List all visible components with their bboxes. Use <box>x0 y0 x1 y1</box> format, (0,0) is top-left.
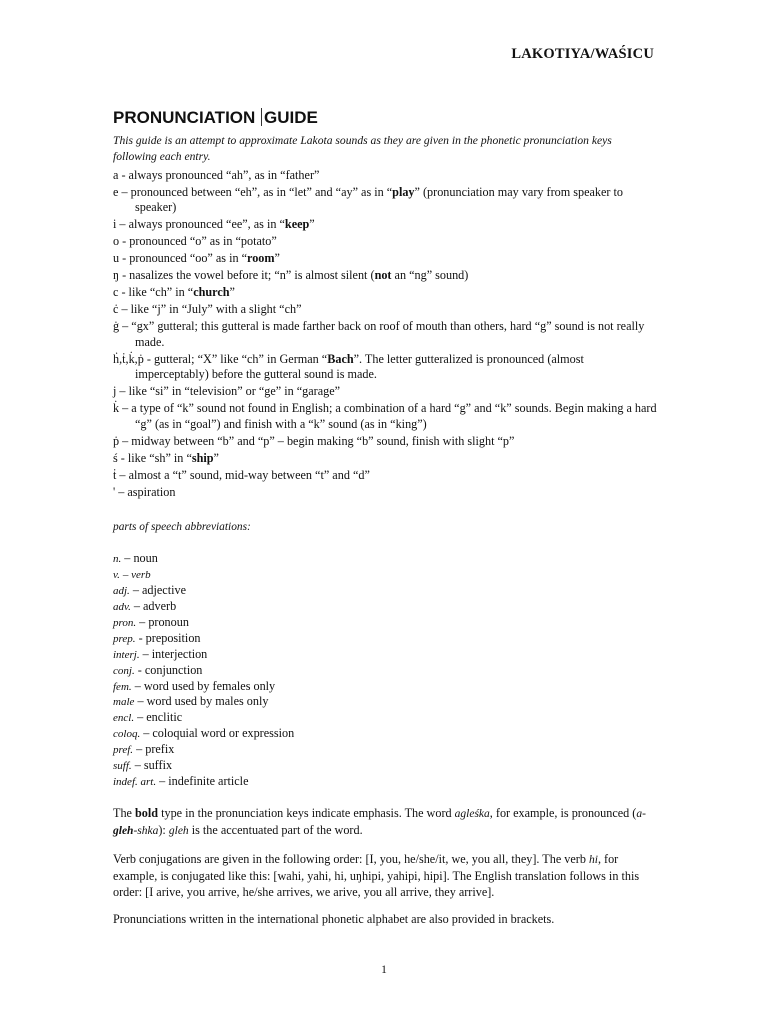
abbreviation-row <box>113 599 294 615</box>
abbreviation: prep. <box>113 632 136 645</box>
item-text: ṗ – midway between “b” and “p” – begin making “b” sound, finish with slight “p” <box>113 433 515 448</box>
abbreviation: adv. <box>113 600 131 613</box>
abbreviation-meaning: – enclitic <box>137 710 183 725</box>
abbreviation-meaning: – prefix <box>136 742 175 757</box>
pronunciation-item <box>113 302 658 317</box>
abbreviations-list <box>113 551 294 790</box>
p1-accent-part: gleh <box>168 825 189 837</box>
item-text: ċ – like “j” in “July” with a slight “ch” <box>113 302 302 317</box>
abbreviation: fem. <box>113 680 132 693</box>
p1-text-a: The <box>113 806 135 820</box>
abbreviation-meaning: – verb <box>122 568 151 581</box>
item-text-tail: ” <box>309 217 315 232</box>
pronunciation-item <box>113 234 658 249</box>
item-bold-word: keep <box>284 217 310 232</box>
abbreviation-meaning: – indefinite article <box>159 774 249 789</box>
abbreviation-row <box>113 758 294 774</box>
p1-text-b: type in the pronunciation keys indicate emphasis. The word <box>158 806 455 820</box>
abbreviation-meaning: – adjective <box>132 582 186 597</box>
item-text: ġ – “gx” gutteral; this gutteral is made farther back on roof of mouth than others, hard “g” sound is not really made. <box>113 319 645 349</box>
abbreviation-meaning: – pronoun <box>139 614 189 629</box>
p1-text-d: ): <box>158 823 169 837</box>
abbreviation-row <box>113 694 294 710</box>
abbreviation: conj. <box>113 664 135 677</box>
abbreviation: interj. <box>113 648 140 661</box>
p1-text-e: is the accentuated part of the word. <box>188 823 363 837</box>
abbreviation-row <box>113 615 294 631</box>
item-text: ś - like “sh” in “ <box>113 450 192 465</box>
abbreviation-meaning: – adverb <box>133 598 177 613</box>
pronunciation-item <box>113 352 658 383</box>
item-text: ḣ,ṫ,k̇,ṗ - gutteral; “X” like “ch” in German “ <box>113 351 328 366</box>
item-text: ŋ - nasalizes the vowel before it; “n” is almost silent ( <box>113 268 375 283</box>
abbreviation-row <box>113 567 294 583</box>
abbreviations-heading: parts of speech abbreviations: <box>113 521 251 533</box>
pronunciation-item <box>113 485 658 500</box>
item-text: o - pronounced “o” as in “potato” <box>113 234 277 249</box>
abbreviation-meaning: – noun <box>124 551 158 565</box>
pronunciation-item <box>113 168 658 183</box>
item-text: u - pronounced “oo” as in “ <box>113 251 248 266</box>
item-text: ' – aspiration <box>113 484 176 499</box>
abbreviation-row <box>113 647 294 663</box>
item-text-tail: ” <box>274 251 280 266</box>
abbreviation: coloq. <box>113 728 141 741</box>
pronunciation-item <box>113 185 658 216</box>
abbreviation-meaning: – coloquial word or expression <box>143 726 295 741</box>
abbreviation: pref. <box>113 744 134 757</box>
item-text: ṫ – almost a “t” sound, mid-way between “t” and “d” <box>113 467 370 482</box>
page-number: 1 <box>381 964 387 976</box>
item-text: i – always pronounced “ee”, as in “ <box>113 217 285 232</box>
pronunciation-item <box>113 401 658 432</box>
p2-text-b: , for example, is conjugated like this: [wahi, yahi, hi, uŋhipi, yahipi, hipi]. The English translation follows in this order: [I arive, you arrive, he/she arrives, we arive, you all arrive, they arrive]. <box>113 852 640 899</box>
abbreviation-meaning: - conjunction <box>137 662 203 677</box>
pronunciation-item <box>113 217 658 232</box>
item-text: a - always pronounced “ah”, as in “father” <box>113 168 320 182</box>
text-cursor <box>261 108 262 126</box>
p1-key-3: -shka <box>133 825 159 837</box>
item-bold-word: play <box>392 185 415 199</box>
abbreviation-row <box>113 583 294 599</box>
abbreviation-row <box>113 742 294 758</box>
pronunciation-item <box>113 268 658 283</box>
pronunciation-item <box>113 285 658 300</box>
item-text-tail: ”. The letter gutteralized is pronounced (almost imperceptably) before the gutteral sound is made. <box>135 351 584 382</box>
paragraph-ipa: Pronunciations written in the international phonetic alphabet are also provided in brackets. <box>113 912 555 926</box>
intro-text: This guide is an attempt to approximate Lakota sounds as they are given in the phonetic pronunciation keys following each entry. <box>113 134 612 163</box>
item-bold-word: ship <box>191 450 214 465</box>
abbreviation-row <box>113 679 294 695</box>
pronunciation-item <box>113 451 658 466</box>
p2-text-a: Verb conjugations are given in the following order: [I, you, he/she/it, we, you all, they]. The verb <box>113 852 589 866</box>
item-bold-word: room <box>247 251 275 266</box>
item-text-tail: an “ng” sound) <box>391 268 469 283</box>
abbreviation-row <box>113 774 294 790</box>
item-text-tail: ” <box>213 450 219 465</box>
abbreviation: suff. <box>113 760 132 773</box>
abbreviation-meaning: – word used by males only <box>137 694 269 709</box>
item-bold-word: church <box>193 285 230 300</box>
p1-key-2: gleh <box>113 825 134 837</box>
item-text: j – like “si” in “television” or “ge” in “garage” <box>113 384 341 399</box>
abbreviation: encl. <box>113 712 135 725</box>
item-text: c - like “ch” in “ <box>113 285 194 300</box>
abbreviation: adj. <box>113 584 130 597</box>
item-text-tail: ” (pronunciation may vary from speaker to speaker) <box>135 185 623 215</box>
item-bold-word: not <box>374 268 392 283</box>
paragraph-bold-emphasis <box>113 805 658 839</box>
p1-text-c: , for example, is pronounced ( <box>489 806 637 820</box>
abbreviation-row <box>113 551 294 567</box>
abbreviation-meaning: - preposition <box>138 630 201 645</box>
abbreviation: pron. <box>113 616 137 629</box>
running-header: LAKOTIYA/WAŚICU <box>511 46 654 62</box>
item-text: k̇ – a type of “k” sound not found in English; a combination of a hard “g” and “k” sounds. Begin making a hard “g” (as in “goal”) and finish with a “k” sound (as in “king”) <box>113 401 657 431</box>
title-part-2: GUIDE <box>264 108 318 127</box>
abbreviation: indef. art. <box>113 776 157 789</box>
abbreviation-row <box>113 663 294 679</box>
item-text: e – pronounced between “eh”, as in “let” and “ay” as in “ <box>113 185 393 199</box>
pronunciation-list <box>113 168 658 502</box>
abbreviation-row <box>113 710 294 726</box>
abbreviation: n. <box>113 553 122 565</box>
pronunciation-item <box>113 384 658 399</box>
abbreviation-row <box>113 726 294 742</box>
page-title <box>113 108 318 128</box>
abbreviation: v. <box>113 568 120 581</box>
paragraph-verb-conjugations <box>113 851 658 900</box>
pronunciation-item <box>113 319 658 350</box>
abbreviation: male <box>113 696 135 709</box>
abbreviation-meaning: – word used by females only <box>134 678 276 693</box>
p1-bold-word: bold <box>135 806 159 820</box>
p1-example-word: agleśka <box>454 808 490 820</box>
item-bold-word: Bach <box>327 351 354 366</box>
p1-key-1: a- <box>636 808 646 820</box>
pronunciation-item <box>113 468 658 483</box>
item-text-tail: ” <box>229 285 235 300</box>
pronunciation-item <box>113 434 658 449</box>
title-part-1: PRONUNCIATION <box>113 108 256 127</box>
abbreviation-row <box>113 631 294 647</box>
abbreviation-meaning: – interjection <box>142 646 208 661</box>
pronunciation-item <box>113 251 658 266</box>
abbreviation-meaning: – suffix <box>134 758 173 773</box>
p2-verb: hi <box>588 854 598 866</box>
